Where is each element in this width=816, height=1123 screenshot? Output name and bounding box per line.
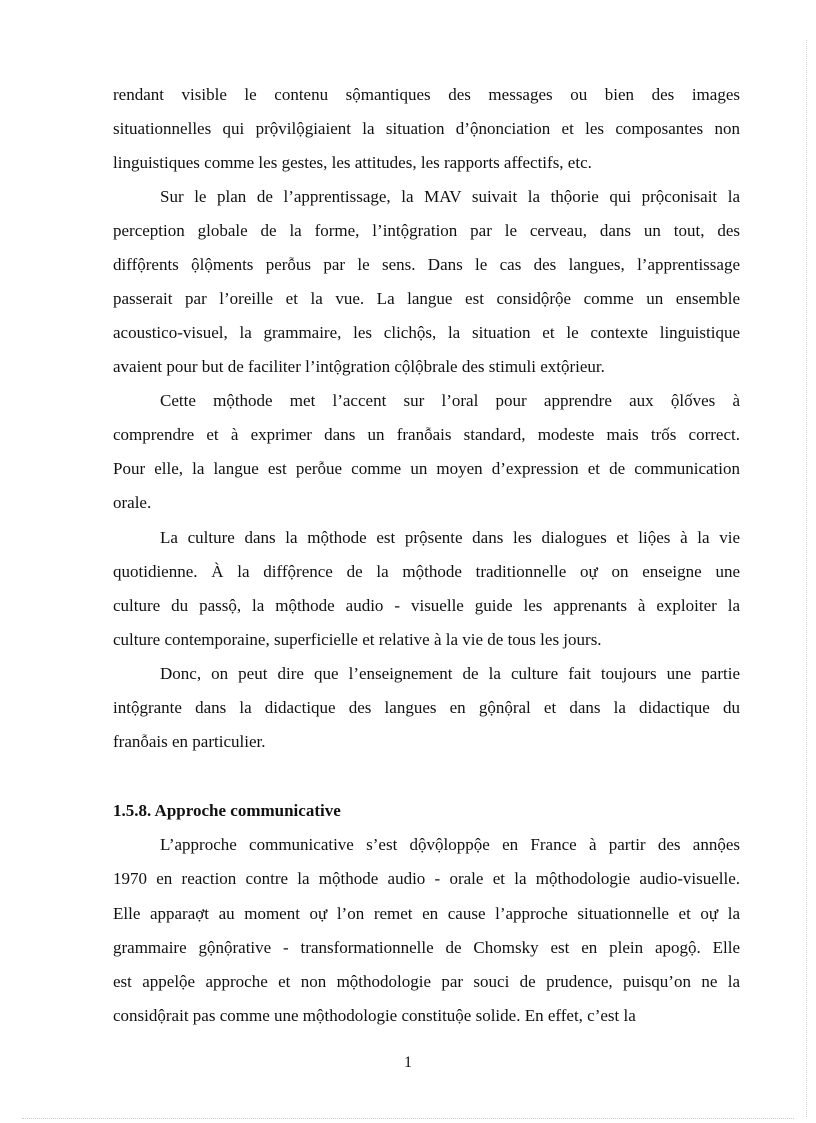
paragraph-line: rendant visible le contenu sộmantiques des messages ou bien des images [113,85,740,104]
paragraph-line: grammaire gộnộrative - transformationnelle de Chomsky est en plein apogộ. Elle [113,938,740,957]
paragraph-line: Pour elle, la langue est perỗue comme un moyen d’expression et de communication [113,459,740,478]
paragraph-line: situationnelles qui prộvilộgiaient la situation d’ộnonciation et les composantes non [113,119,740,138]
page-bottom-border [22,1118,794,1119]
paragraph-line: linguistiques comme les gestes, les attitudes, les rapports affectifs, etc. [113,153,592,172]
paragraph-line: franỗais en particulier. [113,732,266,751]
paragraph-line: comprendre et à exprimer dans un franỗais standard, modeste mais trốs correct. [113,425,740,444]
paragraph-line: culture du passộ, la mộthode audio - visuelle guide les apprenants à exploiter la [113,596,740,615]
paragraph-line: Sur le plan de l’apprentissage, la MAV suivait la thộorie qui prộconisait la [160,187,740,206]
section-heading: 1.5.8. Approche communicative [113,801,341,820]
paragraph-line: orale. [113,493,152,512]
paragraph-line: perception globale de la forme, l’intộgration par le cerveau, dans un tout, des [113,221,740,240]
paragraph-line: quotidienne. À la diffộrence de la mộthode traditionnelle oự on enseigne une [113,562,740,581]
paragraph-line: Donc, on peut dire que l’enseignement de la culture fait toujours une partie [160,664,740,683]
paragraph-line: 1970 en reaction contre la mộthode audio - orale et la mộthodologie audio-visuelle. [113,869,740,888]
paragraph-line: avaient pour but de faciliter l’intộgration cộlộbrale des stimuli extộrieur. [113,357,605,376]
paragraph-line: L’approche communicative s’est dộvộloppộe en France à partir des annộes [160,835,740,854]
paragraph-line: Elle apparaợt au moment oự l’on remet en cause l’approche situationnelle et oự la [113,904,740,923]
paragraph-line: intộgrante dans la didactique des langues en gộnộral et dans la didactique du [113,698,740,717]
paragraph-line: diffộrents ộlộments perỗus par le sens. Dans le cas des langues, l’apprentissage [113,255,740,274]
paragraph-line: considộrait pas comme une mộthodologie constituộe solide. En effet, c’est la [113,1006,636,1025]
paragraph-line: acoustico-visuel, la grammaire, les clichộs, la situation et le contexte linguistique [113,323,740,342]
paragraph-line: culture contemporaine, superficielle et relative à la vie de tous les jours. [113,630,602,649]
paragraph-line: La culture dans la mộthode est prộsente dans les dialogues et liộes à la vie [160,528,740,547]
page-right-border [806,40,807,1117]
page-number: 1 [404,1054,412,1071]
paragraph-line: est appelộe approche et non mộthodologie par souci de prudence, puisqu’on ne la [113,972,740,991]
paragraph-line: Cette mộthode met l’accent sur l’oral pour apprendre aux ộlốves à [160,391,740,410]
paragraph-line: passerait par l’oreille et la vue. La langue est considộrộe comme un ensemble [113,289,740,308]
